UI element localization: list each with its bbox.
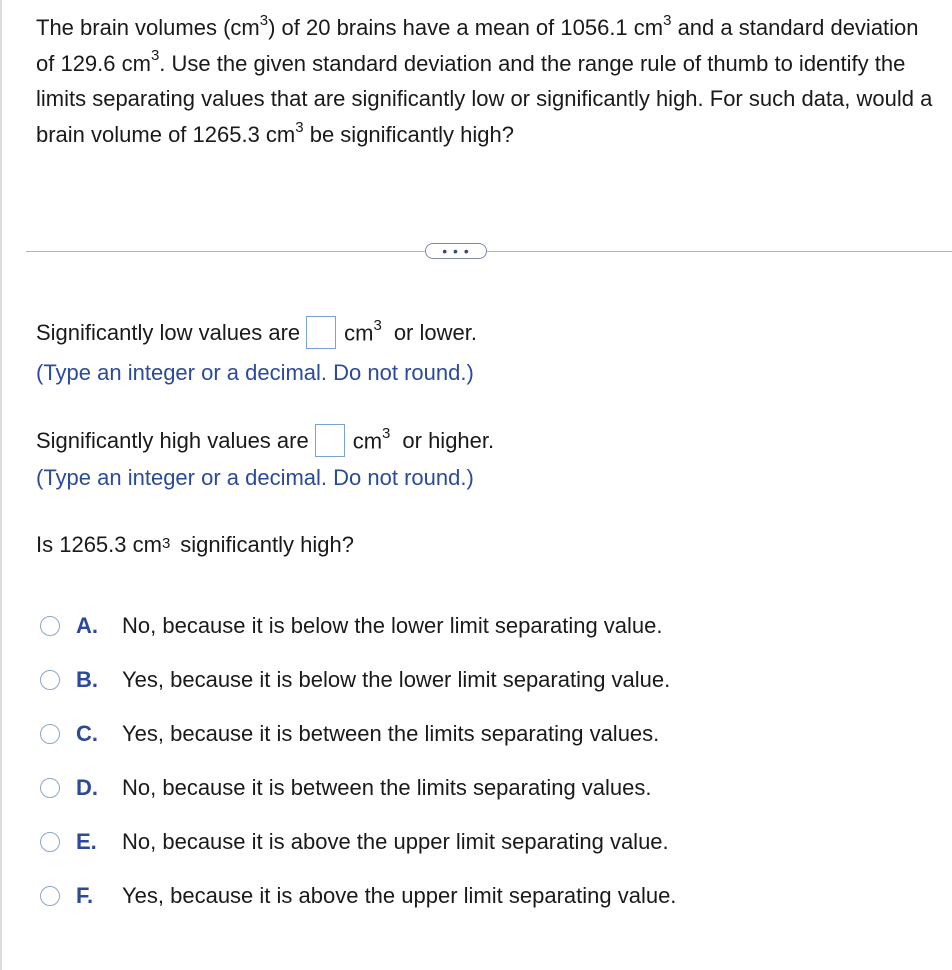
low-hint: (Type an integer or a decimal. Do not round.) [36,360,474,385]
choice-a[interactable]: A. No, because it is below the lower limit separating value. [40,613,663,639]
radio-a[interactable] [40,616,60,636]
radio-c[interactable] [40,724,60,744]
high-values-label: Significantly high values are [36,427,309,453]
choice-e[interactable]: E. No, because it is above the upper limit separating value. [40,829,669,855]
radio-e[interactable] [40,832,60,852]
low-suffix: or lower. [393,319,477,345]
question-text: The brain volumes $(cm^3)$ of 20 brains have a mean of 1056.1 $cm^3$ and a standard deviation of 129.6 $cm^3$. Use the given standard deviation and the range rule of thumb to identify the limits separating values that are significantly low or significantly high. For such data, would a brain volume of 1265.3 $cm^3$ be significantly high? [36,11,933,147]
choice-b[interactable]: B. Yes, because it is below the lower limit separating value. [40,667,670,693]
high-suffix: or higher. [402,427,495,453]
choice-d[interactable]: D. No, because it is between the limits separating values. [40,775,652,801]
divider [26,251,952,252]
high-unit: $cm^3$ [352,424,391,454]
choice-c[interactable]: C. Yes, because it is between the limits separating values. [40,721,659,747]
low-unit: $cm^3$ [344,316,382,346]
high-values-row [36,424,494,457]
high-hint: (Type an integer or a decimal. Do not round.) [36,465,474,490]
radio-b[interactable] [40,670,60,690]
low-values-row [36,316,477,349]
left-border [0,0,2,970]
low-value-input[interactable] [306,316,336,349]
significance-question: Is 1265.3 cm $^3$ significantly high? [36,532,354,557]
expand-more-button[interactable]: • • • [425,243,487,259]
low-values-label: Significantly low values are [36,319,301,345]
radio-d[interactable] [40,778,60,798]
high-value-input[interactable] [315,424,345,457]
radio-f[interactable] [40,886,60,906]
choice-f[interactable]: F. Yes, because it is above the upper limit separating value. [40,883,676,909]
